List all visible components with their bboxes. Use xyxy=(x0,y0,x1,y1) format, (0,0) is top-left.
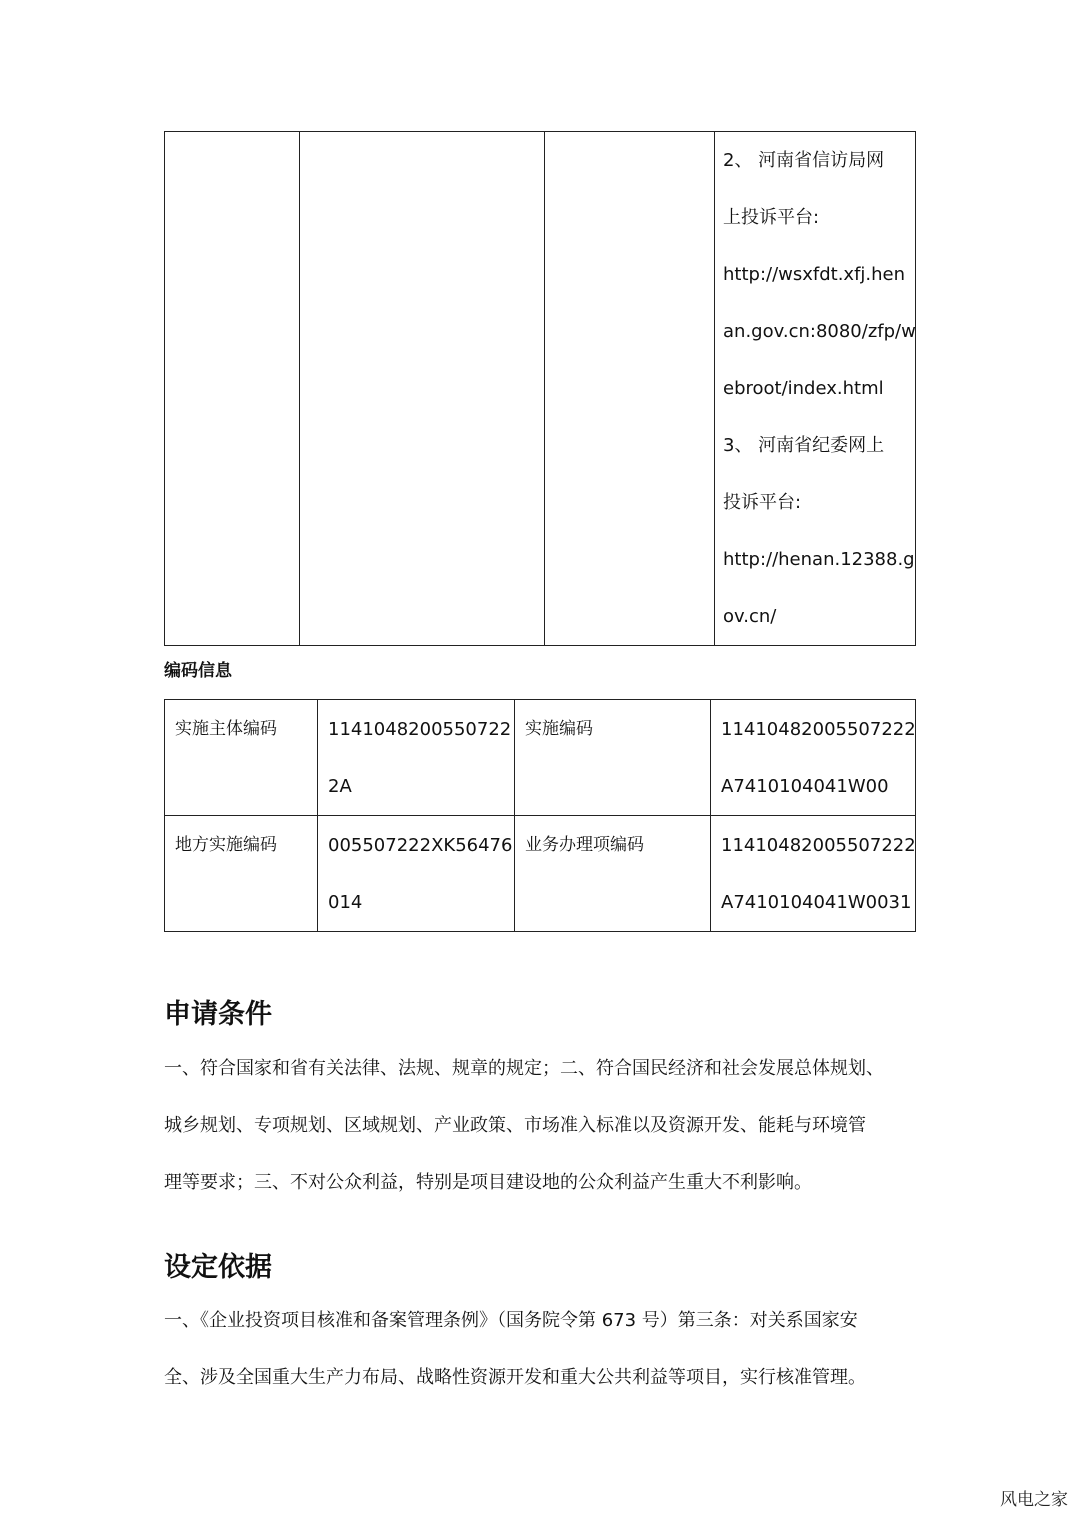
code-info-heading: 编码信息 xyxy=(164,661,232,681)
basis-paragraph xyxy=(164,1292,924,1406)
label-cell: 地方实施编码 xyxy=(165,816,318,932)
cell-line: 3、 河南省纪委网上 xyxy=(723,435,885,456)
value-cell: 1141048200550722 2A xyxy=(318,700,515,816)
empty-cell-2 xyxy=(300,132,545,646)
cell-line: 上投诉平台: xyxy=(723,207,820,228)
paragraph-line: 一、《企业投资项目核准和备案管理条例》（国务院令第 673 号）第三条：对关系国家安 xyxy=(164,1310,858,1331)
paragraph-line: 理等要求；三、不对公众利益，特别是项目建设地的公众利益产生重大不利影响。 xyxy=(164,1172,812,1193)
value-cell: 11410482005507222 A7410104041W0031 xyxy=(711,816,916,932)
table-row xyxy=(165,700,916,816)
conditions-heading: 申请条件 xyxy=(164,999,272,1030)
basis-heading: 设定依据 xyxy=(164,1252,272,1283)
paragraph-line: 一、符合国家和省有关法律、法规、规章的规定；二、符合国民经济和社会发展总体规划、 xyxy=(164,1058,884,1079)
empty-cell-1 xyxy=(165,132,300,646)
watermark-text: 风电之家 xyxy=(1000,1490,1068,1510)
label-cell: 业务办理项编码 xyxy=(515,816,711,932)
value-cell: 005507222XK56476 014 xyxy=(318,816,515,932)
paragraph-line: 全、涉及全国重大生产力布局、战略性资源开发和重大公共利益等项目，实行核准管理。 xyxy=(164,1367,866,1388)
cell-line: 2、 河南省信访局网 xyxy=(723,150,885,171)
link-line[interactable]: http://wsxfdt.xfj.hen xyxy=(723,264,906,285)
link-line[interactable]: ov.cn/ xyxy=(723,606,777,627)
paragraph-line: 城乡规划、专项规划、区域规划、产业政策、市场准入标准以及资源开发、能耗与环境管 xyxy=(164,1115,866,1136)
value-cell: 11410482005507222 A7410104041W00 xyxy=(711,700,916,816)
empty-cell-3 xyxy=(545,132,715,646)
conditions-paragraph xyxy=(164,1040,924,1211)
label-cell: 实施主体编码 xyxy=(165,700,318,816)
link-line[interactable]: ebroot/index.html xyxy=(723,378,884,399)
code-info-table xyxy=(164,699,916,932)
complaint-platforms-cell xyxy=(715,132,916,646)
label-cell: 实施编码 xyxy=(515,700,711,816)
link-line[interactable]: http://henan.12388.g xyxy=(723,549,915,570)
table-row xyxy=(165,816,916,932)
cell-line: 投诉平台: xyxy=(723,492,802,513)
complaint-channel-table xyxy=(164,131,916,646)
link-line[interactable]: an.gov.cn:8080/zfp/w xyxy=(723,321,916,342)
